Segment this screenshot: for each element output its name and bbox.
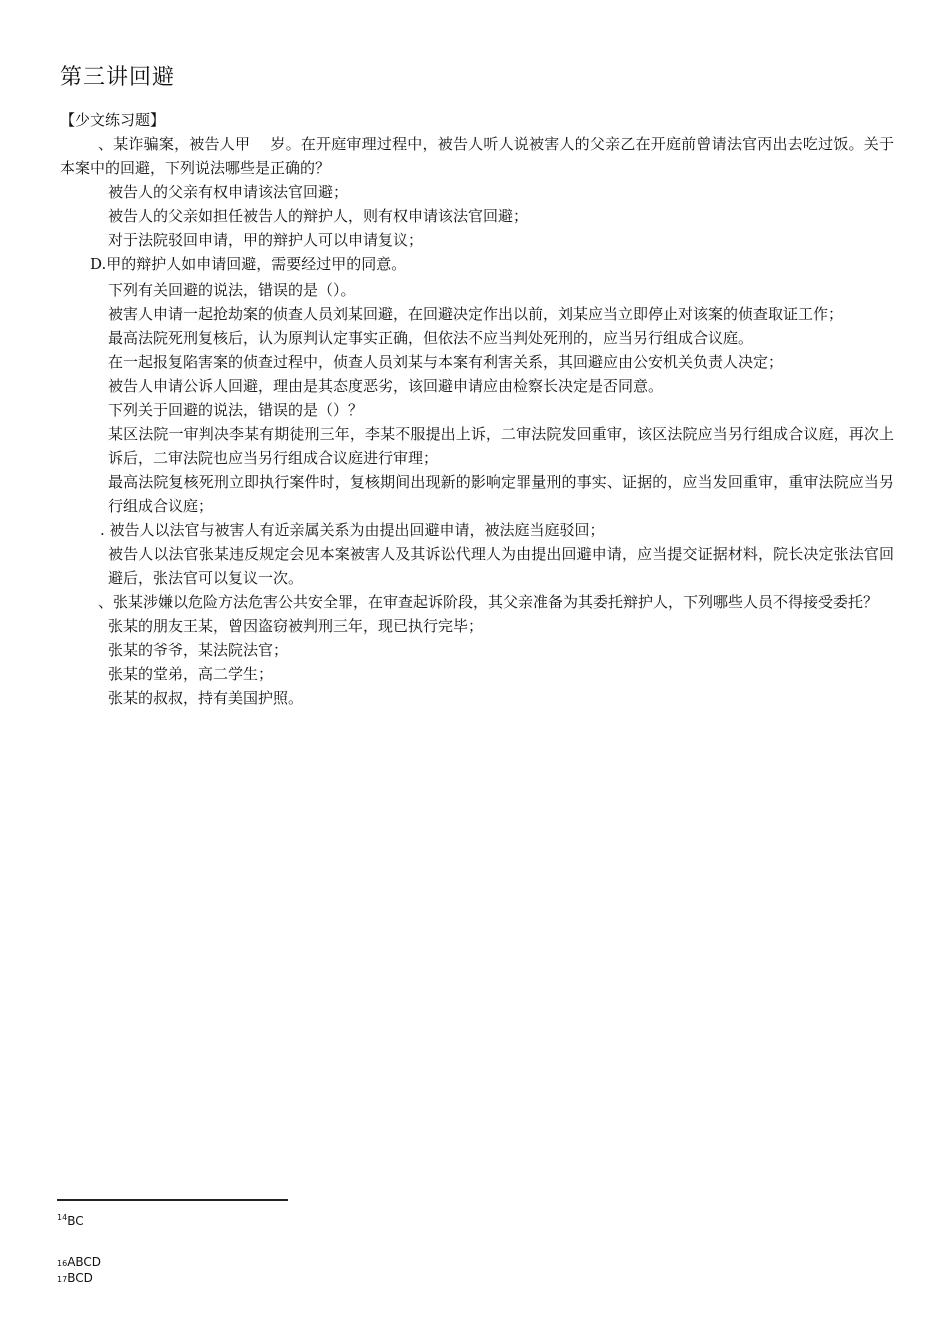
question-2-option-d: 被告人申请公诉人回避，理由是其态度恶劣，该回避申请应由检察长决定是否同意。 <box>108 377 664 395</box>
footnote-14 <box>57 1214 84 1228</box>
question-1-option-b: 被告人的父亲如担任被告人的辩护人，则有权申请该法官回避； <box>108 207 529 225</box>
question-3-option-b: 最高法院复核死刑立即执行案件时，复核期间出现新的影响定罪量刑的事实、证据的，应当发回重审，重审法院应当另行组成合议庭； <box>108 473 894 515</box>
footnote-number: 14 <box>57 1213 68 1222</box>
question-2-option-c: 在一起报复陷害案的侦查过程中，侦查人员刘某与本案有利害关系，其回避应由公安机关负责人决定； <box>108 353 784 371</box>
footnote-answer: BCD <box>67 1271 93 1285</box>
footnote-17 <box>57 1271 93 1287</box>
footnote-number: 16 <box>57 1259 68 1268</box>
footnote-answer: BC <box>67 1214 84 1228</box>
footnote-divider <box>57 1199 288 1201</box>
question-2-option-a: 被害人申请一起抢劫案的侦查人员刘某回避，在回避决定作出以前，刘某应当立即停止对该案的侦查取证工作； <box>108 305 844 323</box>
section-header: 【少文练习题】 <box>60 111 166 129</box>
question-3-option-d: 被告人以法官张某违反规定会见本案被害人及其诉讼代理人为由提出回避申请，应当提交证据材料，院长决定张法官回避后，张法官可以复议一次。 <box>108 545 894 587</box>
question-1-stem: 、某诈骗案，被告人甲 岁。在开庭审理过程中，被告人听人说被害人的父亲乙在开庭前曾请法官丙出去吃过饭。关于本案中的回避，下列说法哪些是正确的？ <box>60 135 894 177</box>
question-1-option-d: D.甲的辩护人如申请回避，需要经过甲的同意。 <box>90 255 407 273</box>
exercise-body <box>60 108 894 710</box>
question-4-option-c: 张某的堂弟，高二学生； <box>108 665 274 683</box>
question-4-option-d: 张某的叔叔，持有美国护照。 <box>108 689 304 707</box>
question-1-option-c: 对于法院驳回申请，甲的辩护人可以申请复议； <box>108 231 424 249</box>
footnote-answer: ABCD <box>67 1255 102 1269</box>
question-3-option-c: . 被告人以法官与被害人有近亲属关系为由提出回避申请，被法庭当庭驳回； <box>100 521 605 539</box>
question-3-option-a: 某区法院一审判决李某有期徒刑三年，李某不服提出上诉，二审法院发回重审，该区法院应当另行组成合议庭，再次上诉后，二审法院也应当另行组成合议庭进行审理； <box>108 425 894 467</box>
question-2-option-b: 最高法院死刑复核后，认为原判认定事实正确，但依法不应当判处死刑的，应当另行组成合议庭。 <box>108 329 754 347</box>
question-2-stem: 下列有关回避的说法，错误的是（）。 <box>108 281 356 299</box>
question-1-option-a: 被告人的父亲有权申请该法官回避； <box>108 183 349 201</box>
footnote-16 <box>57 1255 101 1271</box>
question-4-option-b: 张某的爷爷，某法院法官； <box>108 641 289 659</box>
question-4-stem: 、张某涉嫌以危险方法危害公共安全罪，在审查起诉阶段，其父亲准备为其委托辩护人，下列哪些人员不得接受委托？ <box>98 593 879 611</box>
question-3-stem: 下列关于回避的说法，错误的是（）？ <box>108 401 364 419</box>
footnote-number: 17 <box>57 1275 68 1284</box>
page-title: 第三讲回避 <box>60 65 176 90</box>
question-4-option-a: 张某的朋友王某，曾因盗窃被判刑三年，现已执行完毕； <box>108 617 484 635</box>
